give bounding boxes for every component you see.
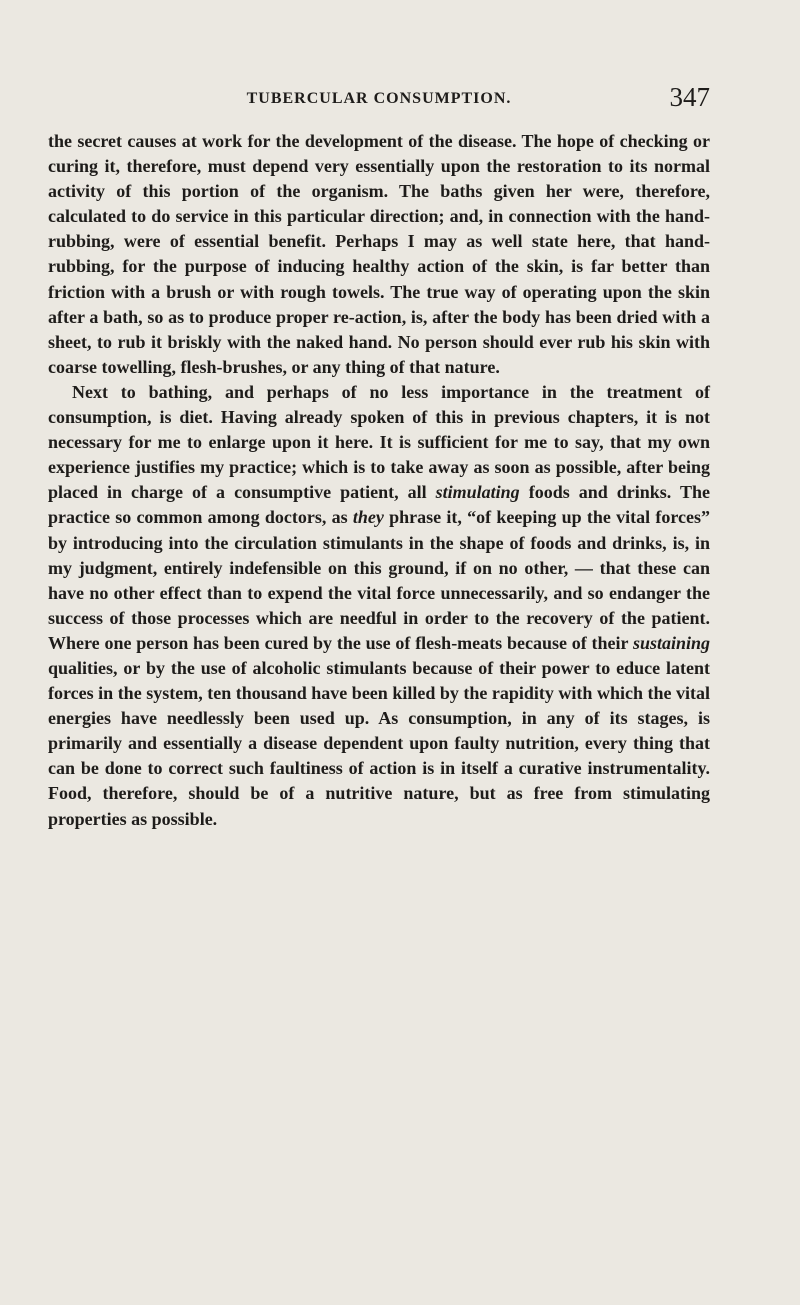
paragraph-continuation: the secret causes at work for the development of the disease. The hope of checking or curing it, therefore, must depend very essentially upon the restoration to its normal activity of this portion of the organism. The baths given her were, therefore, calculated to do service in this particular direction; and, in connection with the hand-rubbing, were of essential benefit. Perhaps I may as well state here, that hand-rubbing, for the purpose of inducing healthy action of the skin, is far better than friction with a brush or with rough towels. The true way of operating upon the skin after a bath, so as to produce proper re-action, is, after the body has been dried with a sheet, to rub it briskly with the naked hand. No person should ever rub his skin with coarse towelling, flesh-brushes, or any thing of that nature. [48, 131, 710, 377]
body-text [48, 129, 710, 832]
paragraph-diet-text: Next to bathing, and perhaps of no less importance in the treatment of consumption, is diet. Having already spoken of this in previous chapters, it is not necessary for me to enlarge upon it here. It is sufficient for me to say, that my own experience justifies my practice; which is to take away as soon as possible, after being placed in charge of a consumptive patient, all [48, 381, 710, 503]
paragraph-diet-text: phrase it, “of keeping up the vital forces” by introducing into the circulation stimulants in the shape of foods and drinks, is, in my judgment, entirely indefensible on this ground, if on no other, — that these can have no other effect than to expend the vital force unnecessarily, and so endanger the success of those processes which are needful in order to the recovery of the patient. Where one person has been cured by the use of flesh-meats because of their [48, 507, 710, 653]
running-title: TUBERCULAR CONSUMPTION. [246, 90, 512, 107]
emphasis-stimulating: stimulating [435, 482, 520, 503]
paragraph-diet-text: qualities, or by the use of alcoholic stimulants because of their power to educe latent forces in the system, ten thousand have been killed by the rapidity with which the vital energies have needlessly been used up. As consumption, in any of its stages, is primarily and essentially a disease dependent upon faulty nutrition, every thing that can be done to correct such faultiness of action is in itself a curative instrumentality. Food, therefore, should be of a nutritive nature, but as free from stimulating properties as possible. [48, 657, 710, 829]
paragraph-diet-text: foods and drinks. The practice so common among doctors, as [48, 482, 710, 528]
page-number: 347 [669, 82, 710, 112]
paragraph-diet [48, 380, 710, 832]
running-head [48, 82, 710, 122]
emphasis-they: they [352, 507, 384, 528]
emphasis-sustaining: sustaining [632, 632, 710, 653]
